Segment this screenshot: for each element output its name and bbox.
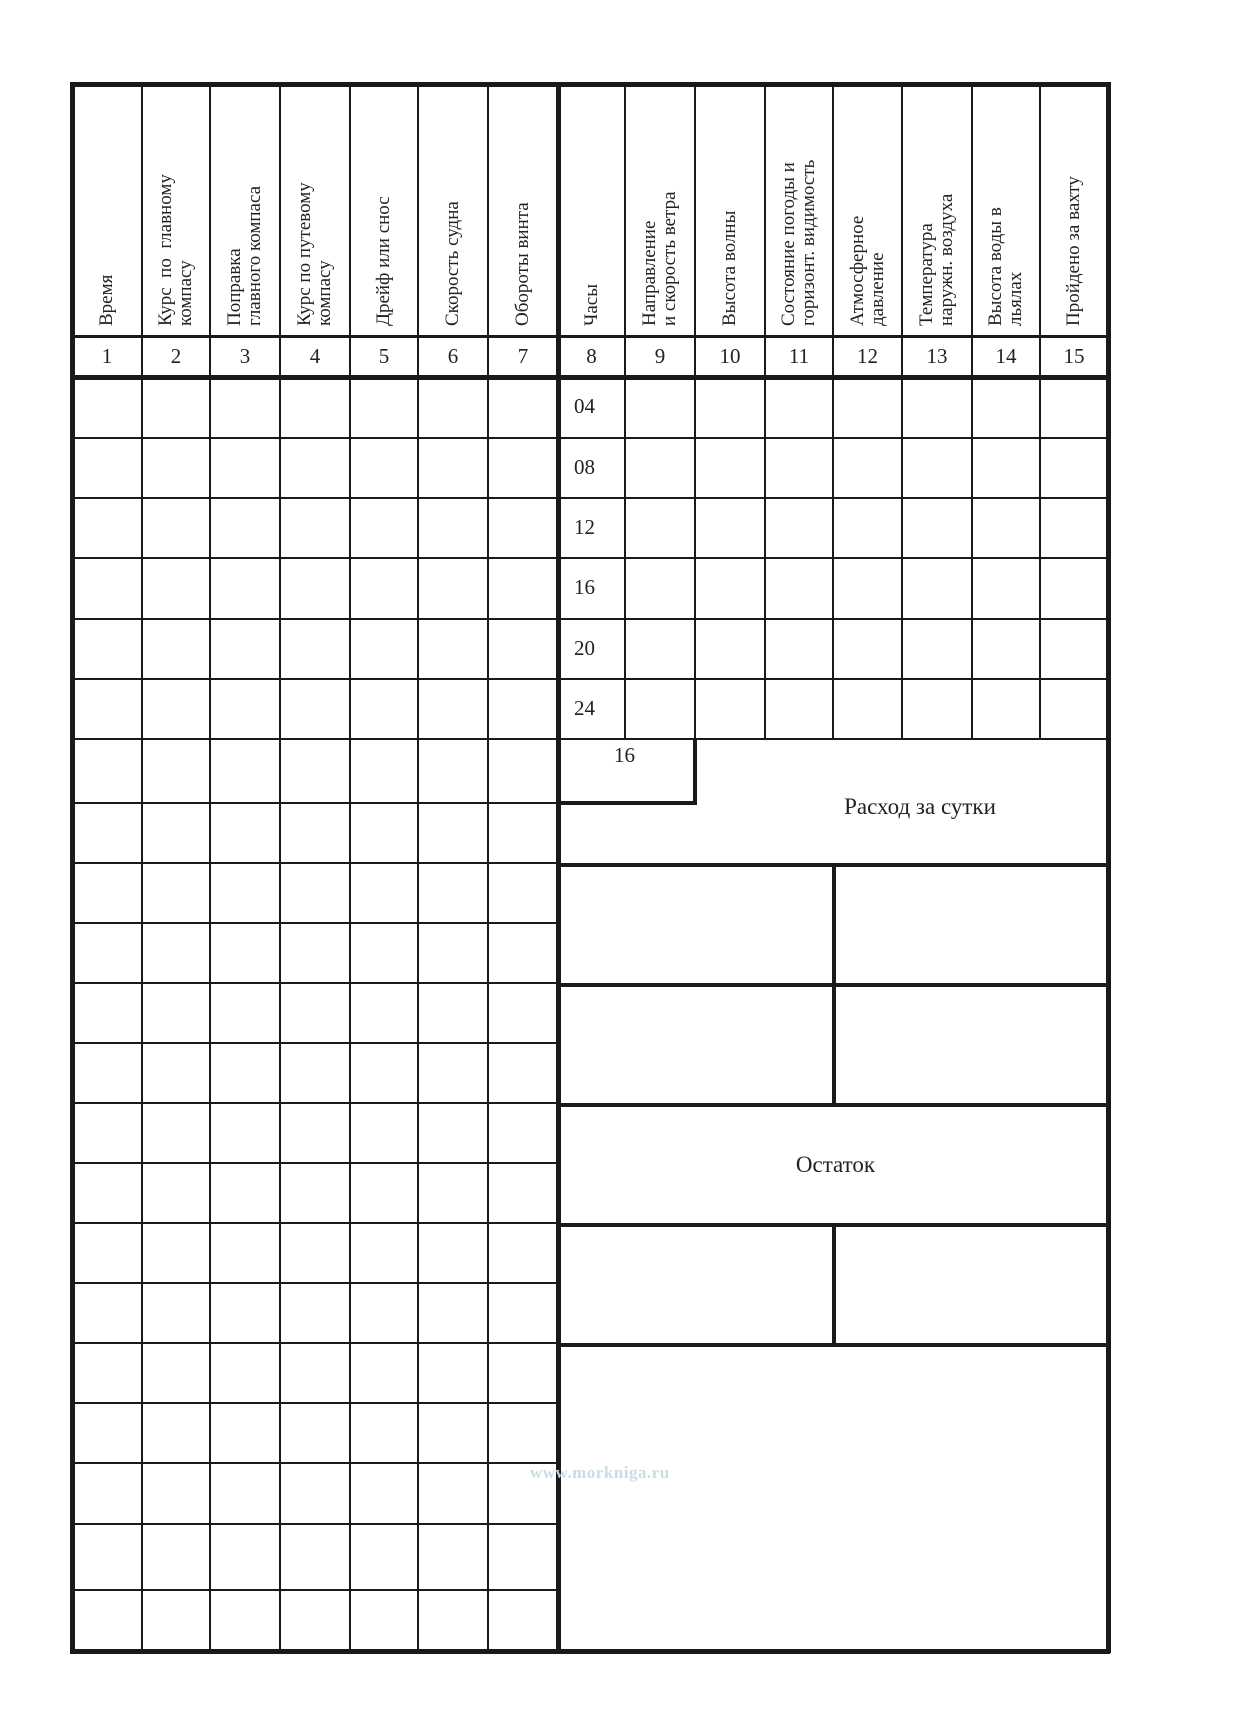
left-row-line bbox=[72, 922, 558, 924]
column-header: Обороты винта bbox=[512, 202, 533, 326]
column-number: 2 bbox=[170, 344, 182, 368]
left-column-line bbox=[279, 84, 281, 1651]
column-number: 14 bbox=[995, 344, 1017, 368]
column-number: 4 bbox=[309, 344, 321, 368]
box-divider bbox=[832, 865, 836, 1105]
column-header: Скорость судна bbox=[442, 201, 463, 326]
right-column-line bbox=[832, 84, 834, 739]
hour-cell: 16 bbox=[574, 575, 595, 599]
left-row-line bbox=[72, 1589, 558, 1591]
column-number: 8 bbox=[586, 344, 597, 368]
left-row-line bbox=[72, 678, 558, 680]
column-header: Курс по главному компасу bbox=[155, 174, 196, 326]
right-column-line bbox=[764, 84, 766, 739]
left-row-line bbox=[72, 1462, 558, 1464]
summary-box-bottom bbox=[558, 801, 695, 805]
left-row-line bbox=[72, 1222, 558, 1224]
frame-top bbox=[70, 82, 1110, 87]
right-column-line bbox=[901, 84, 903, 739]
left-row-line bbox=[72, 1342, 558, 1344]
left-column-line bbox=[209, 84, 211, 1651]
column-number: 7 bbox=[517, 344, 529, 368]
column-number: 13 bbox=[926, 344, 948, 368]
column-number: 1 bbox=[101, 344, 113, 368]
column-header: Направление и скорость ветра bbox=[639, 191, 680, 326]
left-row-line bbox=[72, 1102, 558, 1104]
column-header: Поправка главного компаса bbox=[224, 185, 265, 326]
column-header: Атмосферное давление bbox=[846, 215, 888, 326]
column-header: Часы bbox=[580, 284, 602, 326]
column-header: Время bbox=[96, 274, 117, 326]
hour-cell: 08 bbox=[574, 455, 595, 479]
column-number: 5 bbox=[378, 344, 390, 368]
column-header: Температура наружн. воздуха bbox=[916, 193, 957, 326]
summary-hour: 16 bbox=[614, 743, 635, 767]
left-row-line bbox=[72, 982, 558, 984]
column-number: 9 bbox=[654, 344, 666, 368]
left-row-line bbox=[72, 497, 558, 499]
left-row-line bbox=[72, 1162, 558, 1164]
hour-cell: 24 bbox=[574, 696, 595, 720]
left-row-line bbox=[72, 802, 558, 804]
left-column-line bbox=[487, 84, 489, 1651]
left-row-line bbox=[72, 1402, 558, 1404]
frame-left bbox=[70, 82, 75, 1653]
left-row-line bbox=[72, 738, 558, 740]
column-header: Высота воды в льялах bbox=[985, 207, 1026, 326]
right-column-line bbox=[1039, 84, 1041, 739]
column-header: Пройдено за вахту bbox=[1063, 176, 1084, 326]
left-column-line bbox=[417, 84, 419, 1651]
middle-divider bbox=[556, 84, 561, 1651]
left-row-line bbox=[72, 437, 558, 439]
left-row-line bbox=[72, 1523, 558, 1525]
column-number: 6 bbox=[447, 344, 459, 368]
header-separator bbox=[72, 335, 1108, 338]
column-header: Высота волны bbox=[719, 210, 740, 326]
column-header: Состояние погоды и горизонт. видимость bbox=[778, 159, 819, 326]
hour-cell: 12 bbox=[574, 515, 595, 539]
frame-bottom bbox=[70, 1649, 1110, 1654]
hour-cell: 04 bbox=[574, 394, 595, 418]
watermark: www.morkniga.ru bbox=[530, 1463, 670, 1482]
left-column-line bbox=[141, 84, 143, 1651]
consumption-label: Расход за сутки bbox=[844, 794, 996, 819]
left-row-line bbox=[72, 862, 558, 864]
column-number: 15 bbox=[1063, 344, 1085, 368]
frame-right bbox=[1106, 82, 1111, 1653]
box-divider bbox=[832, 1225, 836, 1345]
left-row-line bbox=[72, 557, 558, 559]
left-row-line bbox=[72, 618, 558, 620]
hour-cell: 20 bbox=[574, 636, 595, 660]
left-row-line bbox=[72, 1282, 558, 1284]
column-number: 10 bbox=[719, 344, 741, 368]
left-column-line bbox=[349, 84, 351, 1651]
column-number: 12 bbox=[857, 344, 878, 368]
right-column-line bbox=[971, 84, 973, 739]
column-number: 11 bbox=[788, 344, 810, 368]
column-header: Курс по путевому компасу bbox=[294, 182, 335, 326]
column-header: Дрейф или снос bbox=[373, 196, 394, 326]
remainder-label: Остаток bbox=[795, 1152, 876, 1177]
column-number: 3 bbox=[239, 344, 251, 368]
left-row-line bbox=[72, 1042, 558, 1044]
